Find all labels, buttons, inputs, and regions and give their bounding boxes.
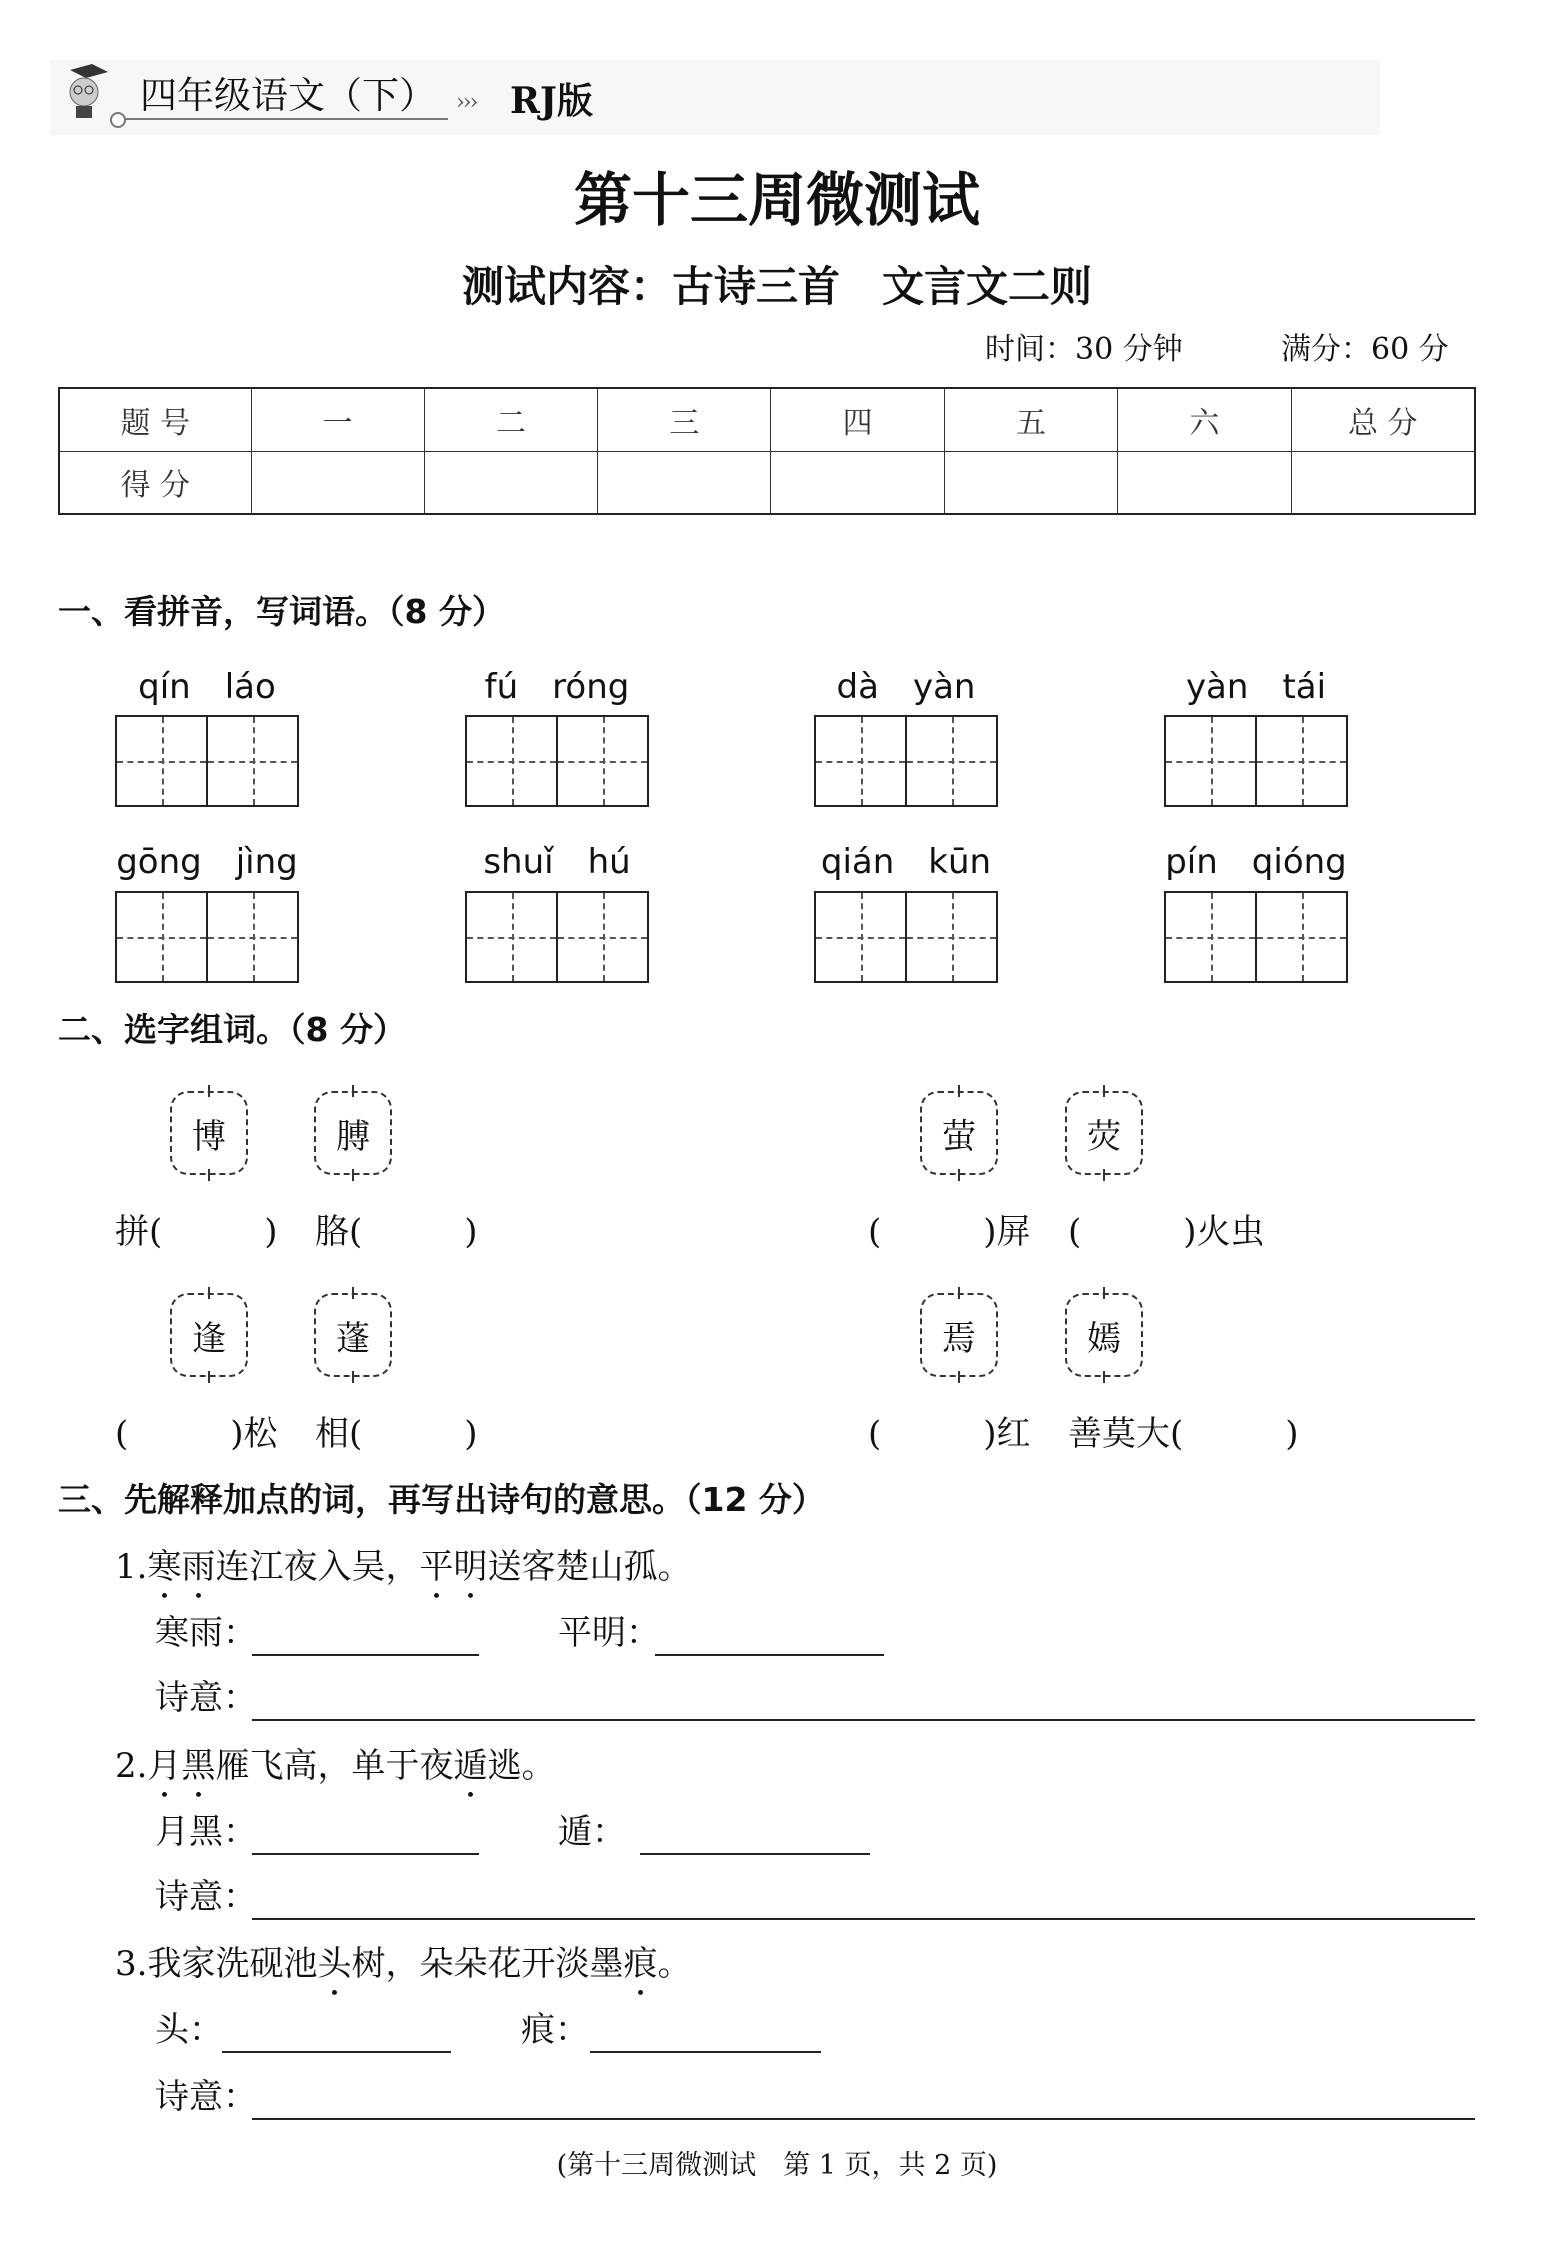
score-cell[interactable] bbox=[598, 451, 771, 514]
writing-grid[interactable] bbox=[465, 891, 649, 983]
term-label: 平明： bbox=[558, 1613, 660, 1653]
char-option bbox=[170, 1091, 248, 1175]
answer-line[interactable] bbox=[640, 1853, 870, 1855]
poem-text: 送客楚山孤。 bbox=[487, 1547, 692, 1587]
dotted-word: 头 bbox=[317, 1944, 352, 1984]
score-cell[interactable] bbox=[424, 451, 597, 514]
answer-line[interactable] bbox=[252, 1719, 1475, 1721]
char-option bbox=[1065, 1091, 1143, 1175]
pinyin-label: fú róng bbox=[484, 667, 630, 707]
poem-text: 连江夜入吴， bbox=[215, 1547, 420, 1587]
writing-grid[interactable] bbox=[1164, 891, 1348, 983]
meaning-label: 诗意： bbox=[155, 2077, 257, 2117]
pinyin-label: qín láo bbox=[138, 667, 276, 707]
char-option-text: 膊 bbox=[336, 1116, 370, 1157]
meaning-label: 诗意： bbox=[155, 1678, 257, 1718]
time-label: 时间：30 分钟 bbox=[985, 332, 1183, 367]
answer-line[interactable] bbox=[252, 1654, 479, 1656]
answer-line[interactable] bbox=[222, 2051, 451, 2053]
poem-text: 逃。 bbox=[487, 1746, 556, 1786]
answer-line[interactable] bbox=[252, 2118, 1475, 2120]
score-cell[interactable] bbox=[771, 451, 944, 514]
section3-heading: 三、先解释加点的词，再写出诗句的意思。（12 分） bbox=[58, 1480, 825, 1519]
dotted-word: 痕 bbox=[623, 1944, 658, 1984]
question-number: 3. bbox=[115, 1944, 148, 1984]
writing-grid[interactable] bbox=[115, 891, 299, 983]
char-option-text: 博 bbox=[192, 1116, 226, 1157]
answer-line[interactable] bbox=[655, 1654, 884, 1656]
table-header-cell: 四 bbox=[771, 388, 944, 451]
poem-line-1 bbox=[115, 1547, 691, 1607]
page-footer: (第十三周微测试 第 1 页，共 2 页) bbox=[556, 2150, 998, 2181]
table-header-cell: 一 bbox=[251, 388, 424, 451]
answer-line[interactable] bbox=[590, 2051, 821, 2053]
section2-heading: 二、选字组词。（8 分） bbox=[58, 1010, 406, 1049]
header-underline bbox=[118, 118, 448, 120]
word-blank[interactable]: ( )火虫 bbox=[1068, 1212, 1265, 1252]
char-option bbox=[170, 1293, 248, 1377]
word-blank[interactable]: 胳( ) bbox=[315, 1212, 478, 1252]
word-blank[interactable]: 拼( ) bbox=[115, 1212, 278, 1252]
table-row bbox=[59, 388, 1475, 451]
page-title: 第十三周微测试 bbox=[573, 166, 980, 234]
arrows-icon: ››› bbox=[456, 90, 477, 115]
word-blank[interactable]: 相( ) bbox=[315, 1414, 478, 1454]
answer-line[interactable] bbox=[252, 1918, 1475, 1920]
poem-text: 我家洗砚池 bbox=[147, 1944, 318, 1984]
char-option-text: 荧 bbox=[1087, 1116, 1121, 1157]
char-option-text: 逢 bbox=[192, 1318, 226, 1359]
pinyin-label: dà yàn bbox=[836, 667, 976, 707]
char-option-text: 嫣 bbox=[1087, 1318, 1121, 1359]
writing-grid[interactable] bbox=[115, 715, 299, 807]
table-header-cell: 六 bbox=[1118, 388, 1291, 451]
mascot-icon bbox=[62, 62, 112, 122]
header-circle bbox=[110, 112, 126, 128]
full-score-label: 满分：60 分 bbox=[1281, 332, 1449, 367]
pinyin-label: gōng jìng bbox=[116, 842, 298, 882]
score-cell[interactable] bbox=[944, 451, 1117, 514]
pinyin-label: yàn tái bbox=[1185, 667, 1327, 707]
term-label: 寒雨： bbox=[155, 1613, 257, 1653]
char-option bbox=[314, 1293, 392, 1377]
score-table bbox=[58, 387, 1476, 515]
term-label: 头： bbox=[155, 2010, 223, 2050]
poem-text: 树，朵朵花开淡墨 bbox=[351, 1944, 624, 1984]
meaning-label: 诗意： bbox=[155, 1877, 257, 1917]
pinyin-label: shuǐ hú bbox=[483, 842, 631, 882]
edition-label: RJ版 bbox=[510, 80, 593, 122]
dotted-word: 寒雨 bbox=[147, 1547, 216, 1587]
writing-grid[interactable] bbox=[814, 891, 998, 983]
word-blank[interactable]: 善莫大( ) bbox=[1068, 1414, 1299, 1454]
pinyin-label: qián kūn bbox=[820, 842, 992, 882]
writing-grid[interactable] bbox=[465, 715, 649, 807]
page-subtitle: 测试内容：古诗三首 文言文二则 bbox=[461, 262, 1092, 311]
table-row-label: 得 分 bbox=[59, 451, 251, 514]
section1-heading: 一、看拼音，写词语。（8 分） bbox=[58, 592, 505, 631]
writing-grid[interactable] bbox=[1164, 715, 1348, 807]
writing-grid[interactable] bbox=[814, 715, 998, 807]
table-header-cell: 二 bbox=[424, 388, 597, 451]
char-option-text: 焉 bbox=[942, 1318, 976, 1359]
dotted-word: 月黑 bbox=[147, 1746, 216, 1786]
score-cell[interactable] bbox=[1291, 451, 1475, 514]
table-header-cell: 三 bbox=[598, 388, 771, 451]
term-label: 月黑： bbox=[155, 1812, 257, 1852]
char-option bbox=[314, 1091, 392, 1175]
char-option bbox=[920, 1091, 998, 1175]
term-label: 痕： bbox=[521, 2010, 589, 2050]
table-header-cell: 五 bbox=[944, 388, 1117, 451]
char-option bbox=[1065, 1293, 1143, 1377]
pinyin-label: pín qióng bbox=[1165, 842, 1347, 882]
word-blank[interactable]: ( )松 bbox=[115, 1414, 278, 1454]
word-blank[interactable]: ( )红 bbox=[868, 1414, 1031, 1454]
answer-line[interactable] bbox=[252, 1853, 479, 1855]
score-cell[interactable] bbox=[1118, 451, 1291, 514]
table-row bbox=[59, 451, 1475, 514]
word-blank[interactable]: ( )屏 bbox=[868, 1212, 1031, 1252]
table-header-cell: 总 分 bbox=[1291, 388, 1475, 451]
table-header-cell: 题 号 bbox=[59, 388, 251, 451]
dotted-word: 平明 bbox=[419, 1547, 488, 1587]
dotted-word: 遁 bbox=[453, 1746, 488, 1786]
poem-line-2 bbox=[115, 1746, 555, 1806]
poem-text: 。 bbox=[657, 1944, 692, 1984]
char-option-text: 萤 bbox=[942, 1116, 976, 1157]
question-number: 1. bbox=[115, 1547, 148, 1587]
question-number: 2. bbox=[115, 1746, 148, 1786]
char-option-text: 蓬 bbox=[336, 1318, 370, 1359]
poem-line-3 bbox=[115, 1944, 691, 2004]
book-title: 四年级语文（下） bbox=[140, 74, 436, 117]
term-label: 遁： bbox=[558, 1812, 626, 1852]
char-option bbox=[920, 1293, 998, 1377]
score-cell[interactable] bbox=[251, 451, 424, 514]
poem-text: 雁飞高，单于夜 bbox=[215, 1746, 454, 1786]
